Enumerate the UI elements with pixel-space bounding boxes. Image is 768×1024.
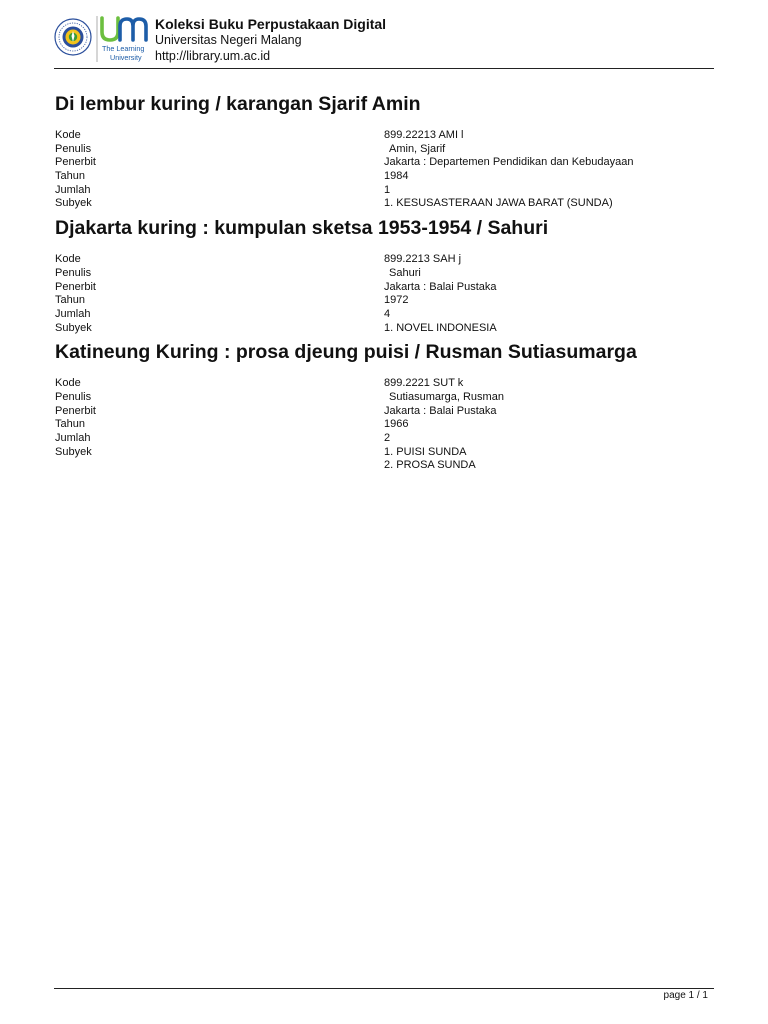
field-value: Sahuri bbox=[389, 266, 421, 279]
field-penerbit bbox=[55, 156, 715, 170]
field-label: Tahun bbox=[55, 294, 85, 307]
page-header bbox=[54, 12, 714, 68]
footer-divider bbox=[54, 988, 714, 989]
subject-list bbox=[384, 446, 476, 473]
field-label: Jumlah bbox=[55, 432, 91, 444]
field-label: Penulis bbox=[55, 390, 92, 403]
field-tahun bbox=[55, 418, 715, 432]
field-tahun bbox=[55, 170, 715, 184]
logo-tagline-1: The Learning bbox=[102, 44, 145, 53]
field-label: Kode bbox=[55, 377, 81, 390]
field-label: Penerbit bbox=[55, 280, 96, 293]
field-value: 2 bbox=[384, 432, 391, 444]
field-label: Penulis bbox=[55, 142, 92, 155]
field-penerbit bbox=[55, 281, 715, 295]
field-value: Amin, Sjarif bbox=[389, 142, 446, 155]
subject-list bbox=[384, 322, 497, 336]
book-record bbox=[55, 339, 715, 472]
page-number: page 1 / 1 bbox=[663, 990, 708, 1001]
field-jumlah bbox=[55, 432, 715, 446]
record-title: Katineung Kuring : prosa djeung puisi / Rusman Sutiasumarga bbox=[55, 341, 637, 364]
book-record bbox=[55, 215, 715, 335]
subject-item: 2. PROSA SUNDA bbox=[384, 459, 476, 472]
um-logo-icon bbox=[96, 14, 150, 64]
field-penulis bbox=[55, 267, 715, 281]
field-label: Subyek bbox=[55, 321, 92, 334]
subject-item: 1. PUISI SUNDA bbox=[384, 445, 467, 458]
field-penerbit bbox=[55, 405, 715, 419]
header-divider bbox=[54, 68, 714, 69]
university-logo bbox=[54, 14, 150, 64]
field-kode bbox=[55, 129, 715, 143]
field-penulis bbox=[55, 143, 715, 157]
field-value: Jakarta : Departemen Pendidikan dan Kebudayaan bbox=[384, 156, 634, 169]
field-jumlah bbox=[55, 184, 715, 198]
field-value: 4 bbox=[384, 307, 391, 320]
field-kode bbox=[55, 377, 715, 391]
library-url[interactable]: http://library.um.ac.id bbox=[155, 48, 271, 63]
collection-title: Koleksi Buku Perpustakaan Digital bbox=[155, 16, 387, 32]
field-jumlah bbox=[55, 308, 715, 322]
field-label: Jumlah bbox=[55, 307, 91, 320]
book-record bbox=[55, 91, 715, 211]
field-tahun bbox=[55, 294, 715, 308]
field-subyek bbox=[55, 445, 715, 472]
record-title: Djakarta kuring : kumpulan sketsa 1953-1954 / Sahuri bbox=[55, 217, 549, 240]
institution-name: Universitas Negeri Malang bbox=[155, 33, 302, 47]
field-label: Tahun bbox=[55, 170, 85, 183]
subject-item: 1. NOVEL INDONESIA bbox=[384, 321, 497, 334]
logo-tagline-2: University bbox=[110, 53, 142, 62]
field-value: 899.22213 AMI l bbox=[384, 129, 464, 141]
field-label: Subyek bbox=[55, 445, 92, 458]
field-label: Kode bbox=[55, 253, 81, 266]
field-label: Kode bbox=[55, 129, 81, 141]
field-value: 1972 bbox=[384, 294, 409, 307]
field-kode bbox=[55, 253, 715, 267]
field-value: 899.2221 SUT k bbox=[384, 377, 464, 390]
field-label: Subyek bbox=[55, 197, 92, 210]
record-title: Di lembur kuring / karangan Sjarif Amin bbox=[55, 93, 421, 115]
field-label: Jumlah bbox=[55, 183, 91, 196]
field-label: Penulis bbox=[55, 266, 92, 279]
field-label: Penerbit bbox=[55, 404, 96, 417]
field-value: Sutiasumarga, Rusman bbox=[389, 390, 504, 403]
field-penulis bbox=[55, 391, 715, 405]
subject-item: 1. KESUSASTERAAN JAWA BARAT (SUNDA) bbox=[384, 197, 613, 210]
field-value: Jakarta : Balai Pustaka bbox=[384, 404, 497, 417]
field-subyek bbox=[55, 322, 715, 336]
field-value: 1966 bbox=[384, 418, 409, 431]
field-value: 899.2213 SAH j bbox=[384, 253, 462, 266]
institution-block bbox=[155, 16, 555, 64]
field-value: 1 bbox=[384, 183, 391, 196]
field-label: Tahun bbox=[55, 418, 85, 431]
field-value: 1984 bbox=[384, 170, 409, 183]
record-list bbox=[55, 91, 715, 472]
field-label: Penerbit bbox=[55, 156, 96, 169]
field-value: Jakarta : Balai Pustaka bbox=[384, 280, 497, 293]
field-subyek bbox=[55, 197, 715, 211]
subject-list bbox=[384, 197, 613, 211]
university-seal-icon bbox=[54, 18, 92, 56]
